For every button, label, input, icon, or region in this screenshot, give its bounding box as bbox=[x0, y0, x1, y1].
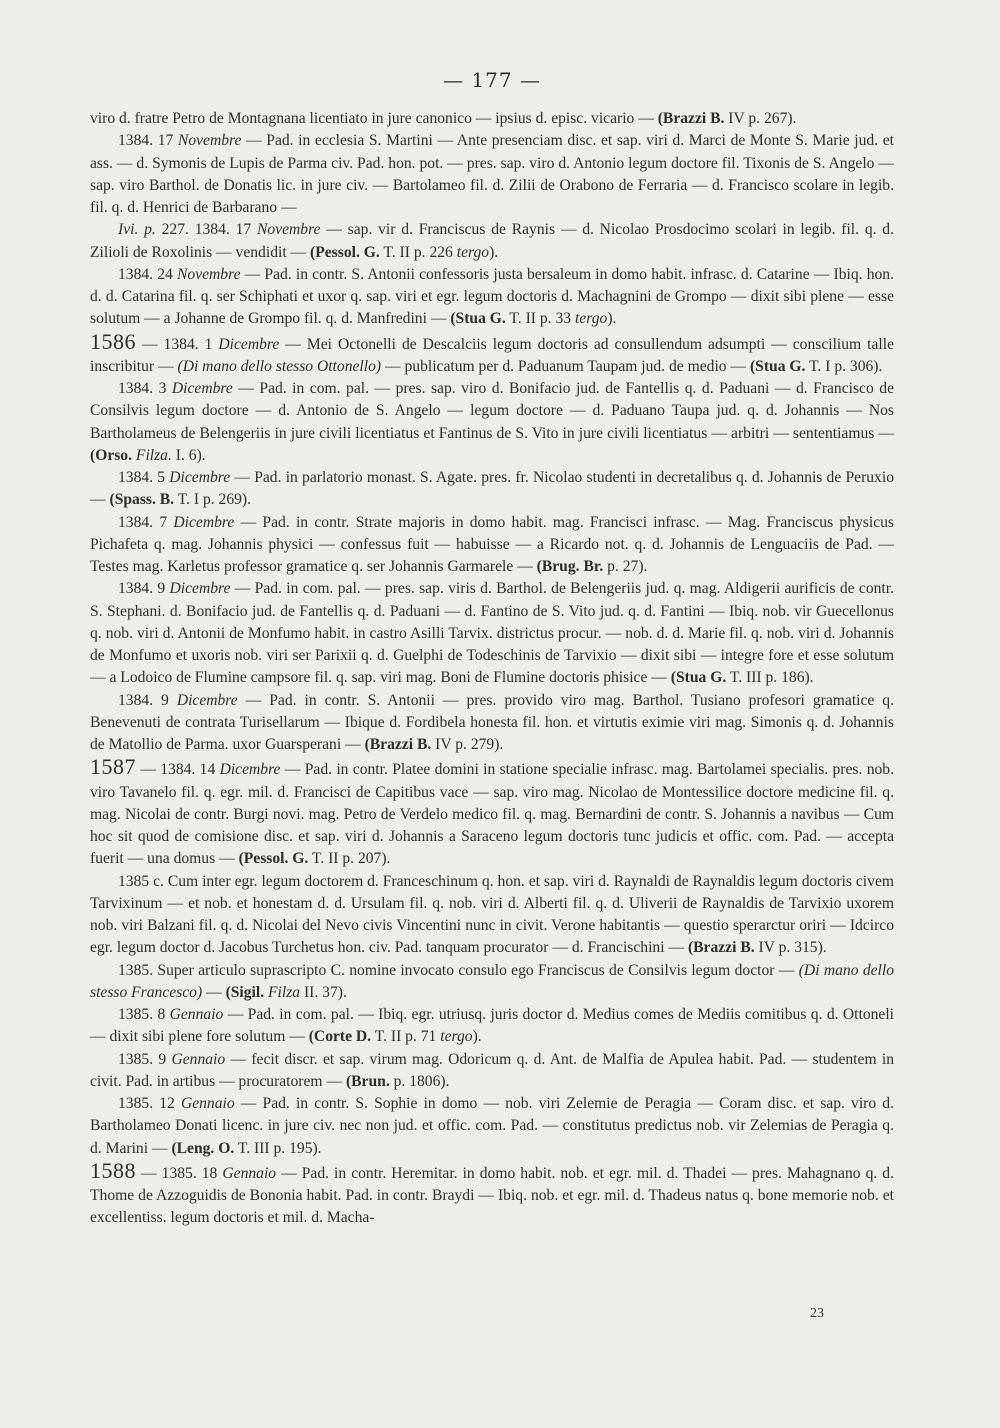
text-segment: T. I p. 306). bbox=[805, 357, 883, 375]
text-segment: 1384. 24 bbox=[118, 265, 177, 283]
text-segment: 1384. 5 bbox=[118, 469, 170, 486]
document-entry bbox=[90, 1157, 895, 1230]
italic-text: Filza bbox=[268, 983, 301, 1001]
italic-text: (Di mano dello stesso Ottonello) bbox=[177, 357, 382, 375]
text-segment: 1384. 3 bbox=[118, 380, 172, 397]
text-segment: — Pad. in contr. Strate majoris in domo habit. mag. Francisci infrasc. — Mag. Franciscus physicus Pichafeta q. mag. Johannis physici — confessus fuit — habuisse — a Ricardo not. q. d. Johannis de Lenguaciis de Pad. — Testes mag. Karletus professor gramatice q. ser Johannis Garmarele — bbox=[90, 513, 894, 575]
text-segment: T. II p. 33 bbox=[505, 310, 575, 328]
italic-text: tergo bbox=[456, 243, 490, 261]
text-segment: T. III p. 186). bbox=[726, 669, 814, 687]
entry-number: 1587 bbox=[90, 754, 136, 780]
document-entry bbox=[90, 756, 894, 870]
document-paragraph bbox=[90, 960, 894, 1005]
text-segment: I. 6). bbox=[171, 446, 206, 464]
source-reference: (Orso. bbox=[90, 446, 133, 464]
source-reference: (Brun. bbox=[345, 1072, 390, 1090]
entry-number: 1586 bbox=[90, 328, 136, 354]
text-segment: IV p. 315). bbox=[754, 939, 827, 957]
text-segment: 1385. 12 bbox=[118, 1095, 181, 1112]
source-reference: (Brazzi B. bbox=[657, 110, 725, 127]
text-segment: ). bbox=[607, 310, 617, 328]
document-paragraph bbox=[90, 467, 894, 512]
text-segment: — Pad. in contr. S. Antonii confessoris justa bersaleum in domo habit. infrasc. d. Catarine — Ibiq. hon. d. d. Catarina fil. q. ser Schiphati et uxor q. sap. viri et egr. legum doctoris d. Machagnini de Grompo — dixit sibi plene — esse solutum — a Johanne de Grompo fil. q. d. Manfredini — bbox=[90, 265, 894, 328]
text-segment: — Mei Octonelli de Descalciis legum doctoris ad consullendum adsumpti — conscilium talle inscribitur — bbox=[90, 335, 894, 375]
text-segment: T. II p. 207). bbox=[308, 850, 391, 868]
italic-text: Dicembre bbox=[173, 513, 235, 531]
text-segment: — sap. vir d. Franciscus de Raynis — d. Nicolao Prosdocimo scolari in legib. fil. q. d. Zilioli de Roxolinis — vendidit — bbox=[90, 221, 894, 261]
signature-mark: 23 bbox=[810, 1306, 824, 1321]
source-reference: (Pessol. G. bbox=[238, 850, 309, 868]
text-segment: 227. 1384. 17 bbox=[155, 221, 257, 239]
text-segment: ). bbox=[489, 243, 499, 261]
source-reference: (Stua G. bbox=[450, 310, 506, 328]
source-reference: (Stua G. bbox=[670, 669, 727, 687]
italic-text: Dicembre bbox=[171, 380, 233, 397]
source-reference: (Leng. O. bbox=[171, 1139, 235, 1157]
entry-number: 1588 bbox=[90, 1157, 136, 1183]
italic-text: Novembre bbox=[177, 265, 241, 283]
text-segment: 1384. 7 bbox=[118, 513, 174, 531]
text-segment: T. III p. 195). bbox=[234, 1139, 322, 1157]
italic-text: Gennaio bbox=[222, 1164, 277, 1182]
page-number: — 177 — bbox=[443, 68, 541, 92]
source-reference: (Pessol. G. bbox=[310, 243, 380, 261]
text-segment: IV p. 279). bbox=[431, 736, 504, 753]
text-segment: p. 27). bbox=[603, 558, 648, 575]
document-paragraph bbox=[90, 130, 894, 219]
italic-text: Gennaio bbox=[169, 1006, 224, 1023]
italic-text: Gennaio bbox=[180, 1095, 235, 1112]
text-segment: — publicatum per d. Paduanum Taupam jud. de medio — bbox=[381, 357, 750, 375]
text-segment: — Pad. in ecclesia S. Martini — Ante presenciam disc. et sap. viri d. Marci de Monte S. Marie jud. et ass. — d. Symonis de Lupis de Parma civ. Pad. hon. pot. — pres. sap. viro d. Antonio legum doctore fil. Tixonis de S. Angelo — sap. viro Barthol. de Donatis lic. in jure civ. — Bartolameo fil. d. Zilii de Orabono de Ferraria — d. Francisco scolare in legib. fil. q. d. Henrici de Barbarano — bbox=[90, 132, 894, 216]
text-segment: IV p. 267). bbox=[724, 110, 797, 127]
text-segment: — bbox=[202, 983, 226, 1001]
text-segment: 1385. 8 bbox=[118, 1006, 170, 1023]
document-paragraph bbox=[90, 1049, 894, 1094]
text-segment: — fecit discr. et sap. virum mag. Odoricum q. d. Ant. de Malfia de Apulea habit. Pad. — studentem in civit. Pad. in artibus — procuratorem — bbox=[90, 1050, 894, 1090]
text-segment: 1384. 9 bbox=[118, 691, 177, 709]
document-paragraph bbox=[90, 108, 894, 130]
text-segment: 1385. Super articulo suprascripto C. nomine invocato consulo ego Franciscus de Consilvis legum doctor — bbox=[118, 961, 799, 979]
italic-text: tergo bbox=[440, 1028, 473, 1046]
source-reference: (Brazzi B. bbox=[687, 939, 755, 957]
source-reference: (Spass. B. bbox=[109, 491, 175, 509]
italic-text: (Di mano dello stesso Francesco) bbox=[90, 961, 895, 1001]
text-segment: — Pad. in com. pal. — pres. sap. viro d. Bonifacio jud. de Fantellis q. d. Paduani — d. Francisco de Consilvis legum doctore — d. Antonio de S. Angelo — legum doctore — d. Paduano Taupa jud. q. d. Johannis — Nos Bartholameus de Belengeriis in jure civili licentiatus et Fantinus de S. Vito in jure civili licentiatus — arbitri — sententiamus — bbox=[90, 380, 894, 442]
source-reference: (Corte D. bbox=[308, 1028, 372, 1046]
document-paragraph bbox=[90, 1004, 894, 1049]
text-segment: — Pad. in com. pal. — pres. sap. viris d. Barthol. de Belengeriis jud. q. mag. Aldigerii aurificis de contr. S. Stephani. d. Bonifacio jud. de Fantellis q. d. Paduani — d. Fantino de S. Vito jud. q. d. Fantini — Ibiq. nob. vir Guecellonus q. nob. viri d. Antonii de Monfumo habit. in castro Asilli Tarvix. districtus procur. — nob. d. d. Marie fil. q. nob. viri d. Johannis de Monfumo et uxoris nob. viri ser Parixii q. d. Guelphi de Todeschinis de Tarvixio — dixit sibi — integre fore et esse solutum — a Lodoico de Flumine campsore fil. q. sap. viri mag. Boni de Flumine doctoris phisice — bbox=[90, 580, 894, 687]
source-reference: (Brug. Br. bbox=[536, 558, 604, 575]
text-segment: — Pad. in contr. Platee domini in statione specialie infrasc. mag. Bartolamei specialis. pres. nob. viro Tavanelo fil. q. egr. mil. d. Francisci de Capitibus vace — sap. viro mag. Nicolao de Montessilice doctore medicine fil. q. mag. Nicolai de contr. Burgi novi. mag. Petro de Verdelo medico fil. q. mag. Bernardini de contr. S. Johannis a navibus — Cum hoc sit quod de comisione disc. et sap. viri d. Johannis a Saraceno legum doctoris tunc judicis et offic. com. Pad. — accepta fuerit — una domus — bbox=[90, 761, 894, 868]
document-paragraph bbox=[90, 512, 894, 579]
italic-text: Filza. bbox=[135, 446, 172, 464]
italic-text: Dicembre bbox=[169, 580, 231, 598]
text-segment: ). bbox=[472, 1028, 482, 1046]
italic-text: Novembre bbox=[256, 221, 321, 239]
text-segment: — Pad. in contr. Heremitar. in domo habit. nob. et egr. mil. d. Thadei — pres. Mahagnano q. d. Thome de Azzoguidis de Bononia habit. Pad. in contr. Braydi — Ibiq. nob. et egr. mil. d. Thadeus natus q. bone memorie nob. et excellentiss. legum doctoris et mil. d. Macha- bbox=[90, 1164, 895, 1227]
text-segment: II. 37). bbox=[300, 983, 347, 1001]
text-segment: p. 1806). bbox=[389, 1072, 450, 1090]
italic-text: Dicembre bbox=[176, 691, 238, 709]
text-segment: T. I p. 269). bbox=[174, 491, 252, 509]
text-segment: — Pad. in contr. S. Sophie in domo — nob. viri Zelemie de Peragia — Coram disc. et sap. viro d. Bartholameo Donati licenc. in jure civ. nec non jud. et offic. com. Pad. — constitutus predictus nob. vir Zelemias de Peragia q. d. Marini — bbox=[90, 1095, 894, 1157]
document-body bbox=[90, 108, 894, 1230]
document-paragraph bbox=[90, 871, 894, 960]
text-segment: — Pad. in com. pal. — Ibiq. egr. utriusq. juris doctor d. Medius comes de Mediis comitibus q. d. Ottoneli — dixit sibi plene fore solutum — bbox=[90, 1006, 894, 1046]
italic-text: Dicembre bbox=[218, 335, 280, 353]
document-paragraph bbox=[90, 219, 894, 264]
document-paragraph bbox=[90, 690, 894, 757]
text-segment: — Pad. in parlatorio monast. S. Agate. pres. fr. Nicolao studenti in decretalibus q. d. Johannis de Peruxio — bbox=[90, 469, 894, 509]
source-reference: (Sigil. bbox=[225, 983, 265, 1001]
text-segment: T. II p. 226 bbox=[379, 243, 457, 261]
text-segment: — 1385. 18 bbox=[136, 1164, 223, 1182]
text-segment: — 1384. 1 bbox=[136, 335, 219, 353]
document-paragraph bbox=[90, 264, 894, 331]
text-segment: 1384. 17 bbox=[118, 132, 178, 150]
source-reference: (Stua G. bbox=[749, 357, 806, 375]
text-segment: — Pad. in contr. S. Antonii — pres. provido viro mag. Barthol. Tusiano profesori gramatice q. Benevenuti de contrata Turisellarum — Ibique d. Fordibela honesta fil. hon. et virtutis eximie viri mag. Simonis q. d. Johannis de Matollio de Parma. uxor Guarsperani — bbox=[90, 691, 894, 753]
italic-text: Gennaio bbox=[171, 1050, 226, 1068]
text-segment: 1385. 9 bbox=[118, 1050, 172, 1068]
italic-text: Dicembre bbox=[219, 761, 281, 779]
text-segment: 1384. 9 bbox=[118, 580, 170, 598]
text-segment: 1385 c. Cum inter egr. legum doctorem d. Franceschinum q. hon. et sap. viri d. Raynaldi de Raynaldis legum doctoris civem Tarvixinum — et nob. et honestam d. d. Ursulam fil. q. nob. viri d. Alberti fil. q. d. Uliverii de Raynaldis de Tarvixio uxorem nob. viri Balzani fil. q. d. Nicolai del Nevo civis Vincentini nunc in civit. Verone habitantis — questio sperarctur oriri — Idcirco egr. legum doctor d. Jacobus Turchetus hon. civ. Pad. tanquam procurator — d. Francischini — bbox=[90, 872, 894, 957]
document-paragraph bbox=[90, 378, 894, 467]
source-reference: (Brazzi B. bbox=[364, 736, 432, 753]
italic-text: Dicembre bbox=[169, 469, 231, 486]
text-segment: — 1384. 14 bbox=[136, 761, 220, 779]
text-segment: viro d. fratre Petro de Montagnana licentiato in jure canonico — ipsius d. episc. vicario — bbox=[90, 110, 658, 127]
italic-text: Ivi. p. bbox=[118, 221, 156, 239]
italic-text: tergo bbox=[574, 310, 608, 328]
document-entry bbox=[90, 328, 894, 379]
text-segment: T. II p. 71 bbox=[371, 1028, 441, 1046]
document-paragraph bbox=[90, 1093, 894, 1160]
document-paragraph bbox=[90, 578, 894, 689]
italic-text: Novembre bbox=[177, 132, 242, 150]
